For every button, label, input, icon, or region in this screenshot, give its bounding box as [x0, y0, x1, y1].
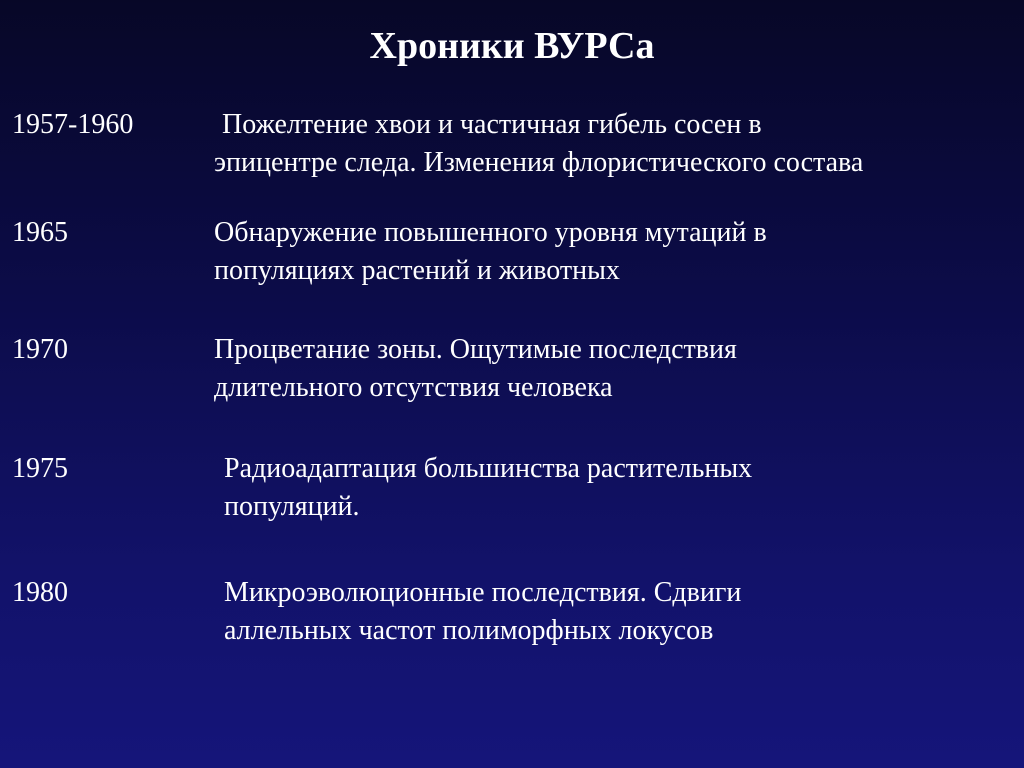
entry-year: 1970: [12, 334, 68, 365]
entry-description: [214, 331, 737, 407]
entry-description: [214, 214, 767, 290]
entry-description-line: эпицентре следа. Изменения флористического состава: [214, 147, 864, 178]
entry-year: 1957-1960: [12, 109, 134, 140]
timeline-entry-1965: [0, 214, 1024, 304]
timeline-entry-1975: [0, 450, 1024, 540]
entry-description: [224, 450, 752, 526]
entry-description-line: Обнаружение повышенного уровня мутаций в: [214, 217, 767, 248]
entry-description-line: Радиоадаптация большинства растительных: [224, 453, 753, 484]
entry-description-line: Микроэволюционные последствия. Сдвиги: [224, 577, 742, 608]
entry-year: 1965: [12, 217, 68, 248]
entry-year: 1975: [12, 453, 68, 484]
entry-year: 1980: [12, 577, 68, 608]
slide-title: Хроники ВУРСа: [369, 25, 655, 67]
entry-description: [214, 106, 863, 182]
entry-description-line: Процветание зоны. Ощутимые последствия: [214, 334, 737, 365]
entry-description: [224, 574, 741, 650]
entry-description-line: популяций.: [224, 491, 360, 522]
entry-description-line: аллельных частот полиморфных локусов: [224, 615, 714, 646]
timeline-entry-1970: [0, 331, 1024, 421]
entry-description-line: Пожелтение хвои и частичная гибель сосен в: [222, 109, 762, 140]
timeline-entry-1980: [0, 574, 1024, 664]
entry-description-line: популяциях растений и животных: [214, 255, 620, 286]
timeline-entry-1957-1960: [0, 106, 1024, 196]
entry-description-line: длительного отсутствия человека: [214, 372, 613, 403]
